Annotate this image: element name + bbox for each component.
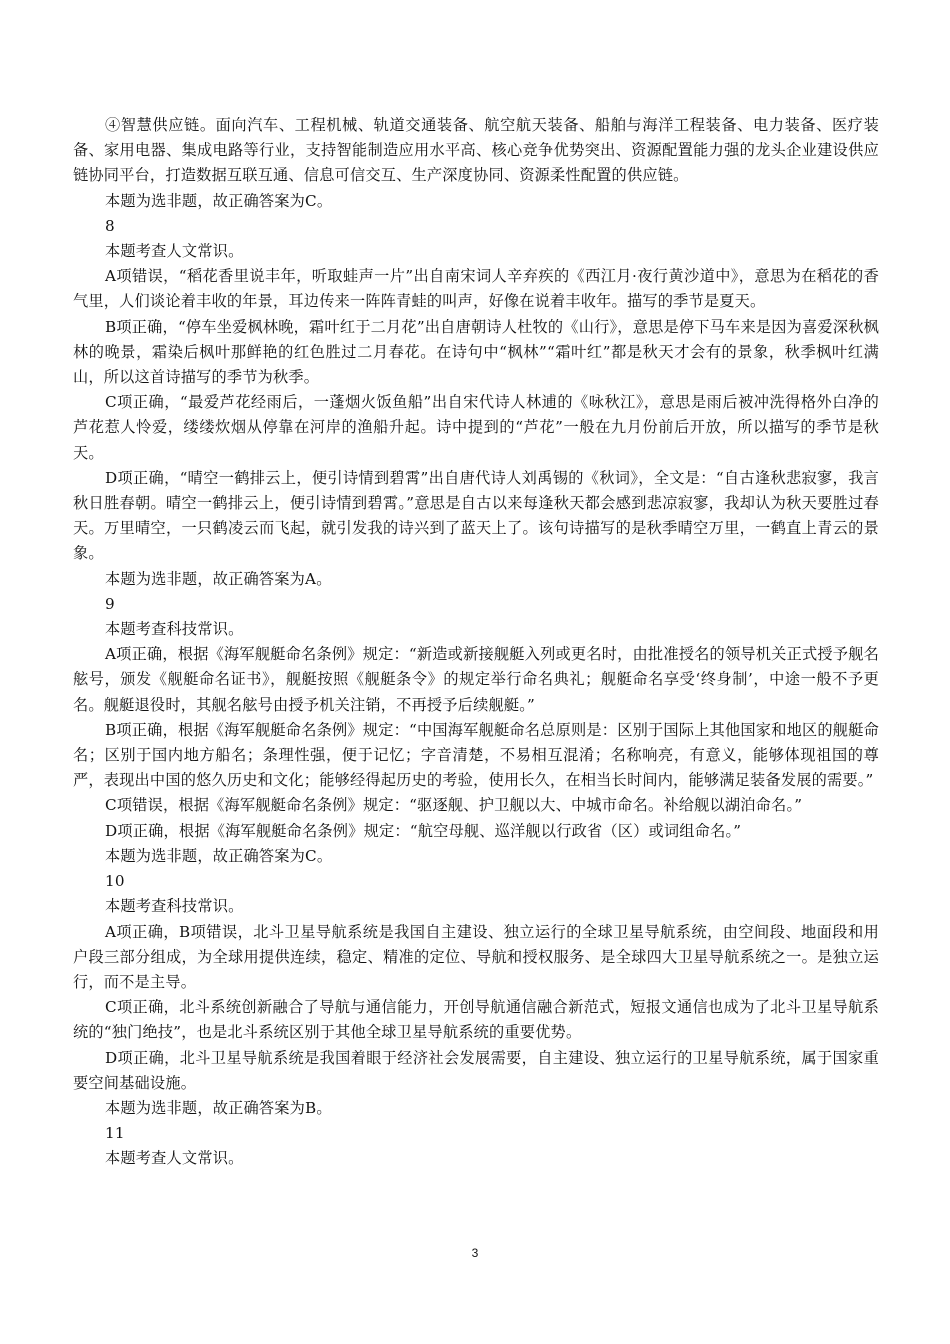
paragraph: 本题考查科技常识。 xyxy=(105,897,244,916)
paragraph: C项正确，北斗系统创新融合了导航与通信能力，开创导航通信融合新范式，短报文通信也成为了北斗卫星导航系统的“独门绝技”，也是北斗系统区别于其他全球卫星导航系统的重要优势。 xyxy=(73,998,879,1042)
paragraph: 本题考查人文常识。 xyxy=(105,242,244,261)
paragraph: A项正确，根据《海军舰艇命名条例》规定：“新造或新接舰艇入列或更名时，由批准授名的领导机关正式授予舰名舷号，颁发《舰艇命名证书》，舰艇按照《舰艇条令》的规定举行命名典礼；舰艇命名享受‘终身制’，中途一般不予更名。舰艇退役时，其舰名舷号由授予机关注销，不再授予后续舰艇。” xyxy=(73,645,879,714)
paragraph: A项正确，B项错误，北斗卫星导航系统是我国自主建设、独立运行的全球卫星导航系统，由空间段、地面段和用户段三部分组成，为全球用提供连续，稳定、精准的定位、导航和授权服务、是全球四大卫星导航系统之一。是独立运行，而不是主导。 xyxy=(73,922,879,991)
paragraph: A项错误，“稻花香里说丰年，听取蛙声一片”出自南宋词人辛弃疾的《西江月·夜行黄沙道中》，意思为在稻花的香气里，人们谈论着丰收的年景，耳边传来一阵阵青蛙的叫声，好像在说着丰收年。描写的季节是夏天。 xyxy=(73,267,879,311)
paragraph: 10 xyxy=(105,872,125,891)
page-number: 3 xyxy=(471,1246,479,1260)
paragraph: 本题为选非题，故正确答案为C。 xyxy=(105,846,333,865)
paragraph: B项正确，“停车坐爱枫林晚，霜叶红于二月花”出自唐朝诗人杜牧的《山行》，意思是停下马车来是因为喜爱深秋枫林的晚景，霜染后枫叶那鲜艳的红色胜过二月春花。在诗句中“枫林”“霜叶红”都是秋天才会有的景象，秋季枫叶红满山，所以这首诗描写的季节为秋季。 xyxy=(73,317,879,387)
paragraph: D项正确，根据《海军舰艇命名条例》规定：“航空母舰、巡洋舰以行政省（区）或词组命名。” xyxy=(105,821,742,840)
paragraph: 本题考查科技常识。 xyxy=(105,620,244,639)
paragraph: 11 xyxy=(105,1124,125,1143)
paragraph: ④智慧供应链。面向汽车、工程机械、轨道交通装备、航空航天装备、船舶与海洋工程装备、电力装备、医疗装备、家用电器、集成电路等行业，支持智能制造应用水平高、核心竞争优势突出、资源配置能力强的龙头企业建设供应链协同平台，打造数据互联互通、信息可信交互、生产深度协同、资源柔性配置的供应链。 xyxy=(73,116,879,185)
paragraph: B项正确，根据《海军舰艇命名条例》规定：“中国海军舰艇命名总原则是：区别于国际上其他国家和地区的舰艇命名；区别于国内地方船名；条理性强，便于记忆；字音清楚，不易相互混淆；名称响亮，有意义，能够体现祖国的尊严，表现出中国的悠久历史和文化；能够经得起历史的考验，使用长久，在相当长时间内，能够满足装备发展的需要。” xyxy=(73,720,879,790)
document-body xyxy=(73,113,879,1172)
paragraph: 本题为选非题，故正确答案为A。 xyxy=(105,569,332,588)
paragraph: 9 xyxy=(105,594,115,613)
paragraph: 本题为选非题，故正确答案为B。 xyxy=(105,1098,332,1117)
paragraph: D项正确，北斗卫星导航系统是我国着眼于经济社会发展需要，自主建设、独立运行的卫星导航系统，属于国家重要空间基础设施。 xyxy=(73,1048,879,1092)
paragraph: 本题考查人文常识。 xyxy=(105,1149,244,1168)
paragraph: 本题为选非题，故正确答案为C。 xyxy=(105,191,333,210)
paragraph: C项错误，根据《海军舰艇命名条例》规定：“驱逐舰、护卫舰以大、中城市命名。补给舰以湖泊命名。” xyxy=(105,796,803,815)
paragraph: D项正确，“晴空一鹤排云上，便引诗情到碧霄”出自唐代诗人刘禹锡的《秋词》，全文是：“自古逢秋悲寂寥，我言秋日胜春朝。晴空一鹤排云上，便引诗情到碧霄。”意思是自古以来每逢秋天都会感到悲凉寂寥，我却认为秋天要胜过春天。万里晴空，一只鹤凌云而飞起，就引发我的诗兴到了蓝天上了。该句诗描写的是秋季晴空万里，一鹤直上青云的景象。 xyxy=(73,468,879,563)
paragraph: C项正确，“最爱芦花经雨后，一蓬烟火饭鱼船”出自宋代诗人林逋的《咏秋江》，意思是雨后被冲洗得格外白净的芦花惹人怜爱，缕缕炊烟从停靠在河岸的渔船升起。诗中提到的“芦花”一般在九月份前后开放，所以描写的季节是秋天。 xyxy=(73,393,879,462)
paragraph: 8 xyxy=(105,216,115,235)
